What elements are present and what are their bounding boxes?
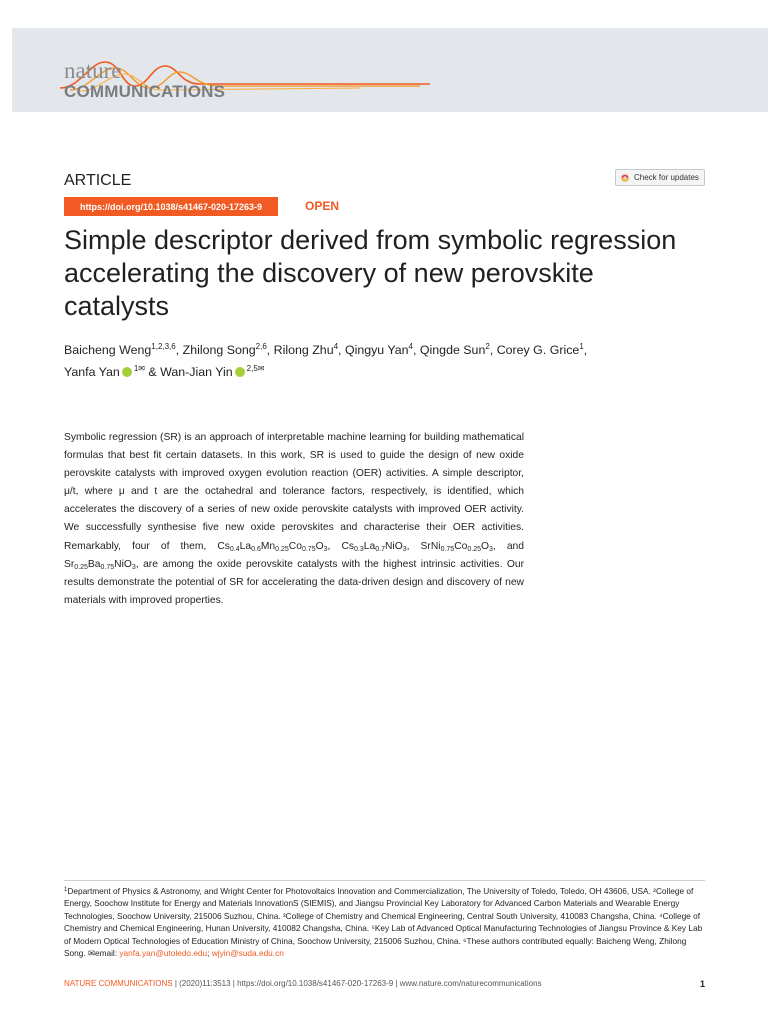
check-for-updates-button[interactable] [615, 169, 705, 186]
journal-banner [12, 28, 768, 112]
author-name[interactable]: Yanfa Yan [64, 365, 120, 379]
affiliations-text: Department of Physics & Astronomy, and Wright Center for Photovoltaics Innovation and Commercialization, The University of Toledo, Toledo, OH 43606, USA. ²College of Energy, Soochow Institute for Energy and Materials InnovationS (SIEMIS), and Jiangsu Provincial Key Laboratory for Advanced Carbon Materials and Wearable Energy Technologies, Soochow University, 215006 Suzhou, China. ³College of Chemistry and Chemical Engineering, Central South University, 410083 Changsha, China. ⁴College of Chemistry and Chemical Engineering, Hunan University, 410082 Changsha, China. ⁵Key Lab of Advanced Optical Manufacturing Technologies of Jiangsu Province & Key Lab of Modern Optical Technologies of Education Ministry of China, Soochow University, 215006 Suzhou, China. ⁶These authors contributed equally: Baicheng Weng, Zhilong Song. [64, 886, 703, 959]
compound-formula: $SrNi_{0.75}Co_{0.25}O_3$ [420, 540, 493, 553]
email-link[interactable]: wjyin@suda.edu.cn [211, 948, 284, 959]
author-affiliation: 4 [408, 342, 413, 351]
abstract-text: Symbolic regression (SR) is an approach of interpretable machine learning for building mathematical formulas that best fit certain datasets. In this work, SR is used to guide the design of new oxide perovskite catalysts with improved oxygen evolution reaction (OER) activities. A simple descriptor, μ/t, where μ and t are the octahedral and tolerance factors, respectively, is identified, which accelerates the discovery of a series of new oxide perovskite catalysts with improved OER activity. We successfully synthesise five new oxide perovskites and characterise their OER activities. Remarkably, four of them, [64, 432, 524, 552]
article-type-label: ARTICLE [64, 172, 132, 189]
check-updates-icon [620, 173, 630, 183]
compound-formula: $Cs_{0.3}La_{0.7}NiO_3$ [341, 540, 407, 553]
author-affiliation: 1,2,3,6 [151, 342, 176, 351]
email-link[interactable]: yanfa.yan@utoledo.edu [119, 948, 208, 959]
email-label: email: [94, 948, 120, 959]
footnote-divider [64, 880, 705, 881]
orcid-icon[interactable] [122, 367, 132, 377]
check-updates-label: Check for updates [634, 173, 699, 182]
author-affiliation: 1 [579, 342, 584, 351]
orcid-icon[interactable] [235, 367, 245, 377]
author-list: Baicheng Weng$^{1,2,3,6}$, Zhilong Song$^{2,6}$, Rilong Zhu$^4$, Qingyu Yan$^4$, Qingde Sun$^2$, Corey G. Grice$^1$, Yanfa Yan $^{1✉}$ & Wan-Jian Yin $^{2,5✉}$ [64, 342, 588, 379]
author-name[interactable]: Zhilong Song [182, 343, 256, 357]
author-affiliation: 2,6 [255, 342, 267, 351]
page-footer [64, 979, 705, 989]
compound-formula: $Cs_{0.4}La_{0.6}Mn_{0.25}Co_{0.75}O_3$ [217, 540, 328, 553]
author-name[interactable]: Rilong Zhu [273, 343, 334, 357]
article-title: Simple descriptor derived from symbolic regression accelerating the discovery of new perovskite catalysts [64, 225, 677, 321]
compound-formula: $Sr_{0.25}Ba_{0.75}NiO_3$ [64, 558, 136, 571]
footer-citation: NATURE COMMUNICATIONS | (2020)11:3513 | https://doi.org/10.1038/s41467-020-17263-9 | www.nature.com/naturecommunications [64, 979, 542, 988]
abstract: Symbolic regression (SR) is an approach of interpretable machine learning for building mathematical formulas that best fit certain datasets. In this work, SR is used to guide the design of new oxide perovskite catalysts with improved oxygen evolution reaction (OER) activities. A simple descriptor, μ/t, where μ and t are the octahedral and tolerance factors, respectively, is identified, which accelerates the discovery of a series of new oxide perovskite catalysts with improved OER activity. We successfully synthesise five new oxide perovskites and characterise their OER activities. Remarkably, four of them, $Cs_{0.4}La_{0.6}Mn_{0.25}Co_{0.75}O_3$, $Cs_{0.3}La_{0.7}NiO_3$, $SrNi_{0.75}Co_{0.25}O_3$, and $Sr_{0.25}Ba_{0.75}NiO_3$, are among the oxide perovskite catalysts with the highest intrinsic activities. Our results demonstrate the potential of SR for accelerating the data-driven design and discovery of new materials with improved properties. [64, 432, 524, 606]
author-affiliation: 2,5✉ [246, 364, 265, 373]
author-name[interactable]: Wan-Jian Yin [160, 365, 233, 379]
author-affiliation: 2 [485, 342, 490, 351]
author-affiliation: 4 [333, 342, 339, 351]
page-number: 1 [699, 979, 705, 989]
author-affiliation: 1✉ [133, 364, 145, 373]
doi-link[interactable]: https://doi.org/10.1038/s41467-020-17263-9 [64, 197, 278, 216]
author-name[interactable]: Qingyu Yan [344, 343, 409, 357]
email-icon: ✉ [88, 948, 95, 959]
author-name[interactable]: Baicheng Weng [64, 343, 152, 357]
logo-nature-text: nature [64, 58, 122, 83]
abstract-text: are among the oxide perovskite catalysts with the highest intrinsic activities. Our results demonstrate the potential of SR for accelerating the data-driven design and discovery of new materials with improved properties. [64, 558, 524, 606]
author-name[interactable]: Qingde Sun [419, 343, 486, 357]
footer-journal-name: NATURE COMMUNICATIONS [64, 979, 173, 988]
affiliations: $^1$Department of Physics & Astronomy, and Wright Center for Photovoltaics Innovation and Commercialization, The University of Toledo, Toledo, OH 43606, USA. ²College of Energy, Soochow Institute for Energy and Materials InnovationS (SIEMIS), and Jiangsu Provincial Key Laboratory for Advanced Carbon Materials and Wearable Energy Technologies, Soochow University, 215006 Suzhou, China. ³College of Chemistry and Chemical Engineering, Central South University, 410083 Changsha, China. ⁴College of Chemistry and Chemical Engineering, Hunan University, 410082 Changsha, China. ⁵Key Lab of Advanced Optical Manufacturing Technologies of Jiangsu Province & Key Lab of Modern Optical Technologies of Education Ministry of China, Soochow University, 215006 Suzhou, China. ⁶These authors contributed equally: Baicheng Weng, Zhilong Song. ✉email: yanfa.yan@utoledo.edu; wjyin@suda.edu.cn [64, 886, 703, 959]
author-name[interactable]: Corey G. Grice [496, 343, 580, 357]
logo-communications-text: COMMUNICATIONS [64, 82, 226, 101]
open-access-label: OPEN [305, 199, 340, 213]
